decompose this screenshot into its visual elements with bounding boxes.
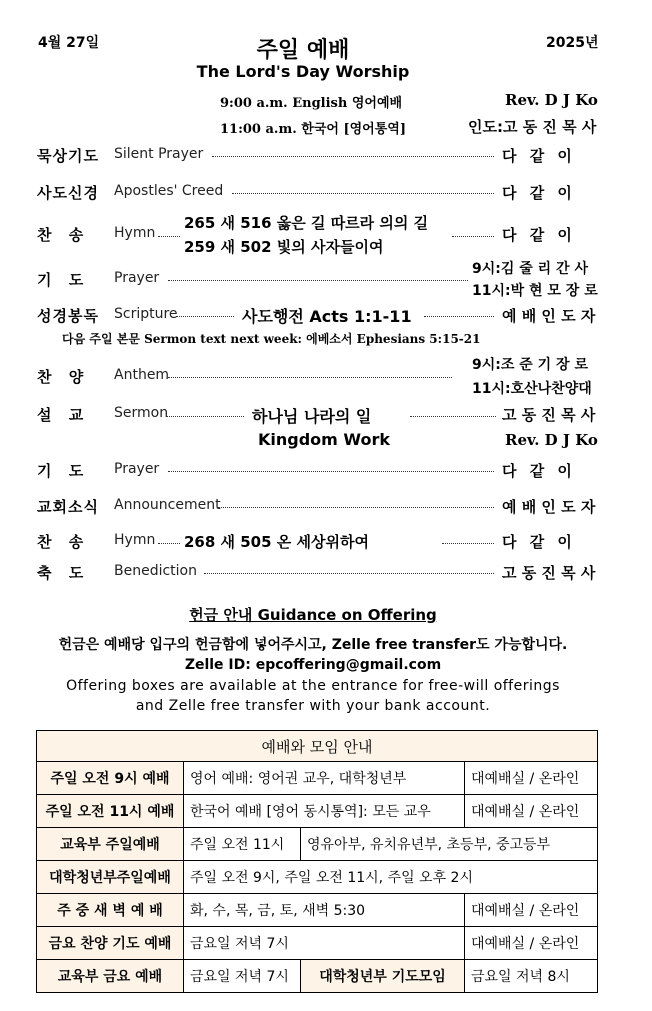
leader-dots <box>166 416 244 417</box>
page-subtitle: The Lord's Day Worship <box>196 62 410 81</box>
service-leader-english: Rev. D J Ko <box>505 91 598 109</box>
order-eng-announce: Announcement <box>114 497 221 513</box>
order-label-scripture: 성경봉독 <box>37 307 99 325</box>
order-eng-anthem: Anthem <box>114 367 170 383</box>
leader-dots <box>232 193 494 194</box>
order-label-silent: 묵상기도 <box>37 147 99 165</box>
schedule-name-2: 대학청년부 기도모임 <box>301 960 465 993</box>
page-title: 주일 예배 <box>256 38 350 63</box>
schedule-mode: 대예배실 / 온라인 <box>465 762 598 795</box>
leader-dots <box>158 543 180 544</box>
offering-line4: and Zelle free transfer with your bank account. <box>135 698 491 714</box>
order-eng-benediction: Benediction <box>114 563 197 579</box>
leader-dots <box>218 507 494 508</box>
leader-dots <box>204 573 494 574</box>
offering-line3: Offering boxes are available at the entrance for free-will offerings <box>66 678 560 694</box>
order-who-prayer1-11am: 11시:박 현 모 장 로 <box>472 283 598 299</box>
schedule-name: 교육부 주일예배 <box>37 828 184 861</box>
hymn1-line1: 265 새 516 옳은 길 따르라 의의 길 <box>184 214 429 232</box>
schedule-groups: 영유아부, 유치유년부, 초등부, 중고등부 <box>301 828 598 861</box>
sermon-title-ko: 하나님 나라의 일 <box>252 407 372 426</box>
order-who-benediction: 고 동 진 목 사 <box>502 564 596 582</box>
order-who-silent: 다 같 이 <box>502 147 576 165</box>
leader-dots <box>168 377 452 378</box>
service-leader-korean: 인도:고 동 진 목 사 <box>468 118 597 136</box>
order-label-anthem: 찬 양 <box>37 368 90 386</box>
schedule-time: 금요일 저녁 7시 <box>184 960 301 993</box>
schedule-mode: 대예배실 / 온라인 <box>465 927 598 960</box>
table-row <box>37 762 598 795</box>
schedule-table <box>36 730 598 993</box>
order-who-anthem-11am: 11시:호산나찬양대 <box>472 381 592 397</box>
order-who-prayer2: 다 같 이 <box>502 462 576 480</box>
order-label-announce: 교회소식 <box>37 498 99 516</box>
leader-dots <box>410 416 496 417</box>
hymn1-line2: 259 새 502 빛의 사자들이여 <box>184 238 384 256</box>
schedule-mode: 대예배실 / 온라인 <box>465 795 598 828</box>
table-row <box>37 927 598 960</box>
schedule-mode: 대예배실 / 온라인 <box>465 894 598 927</box>
schedule-desc: 영어 예배: 영어권 교우, 대학청년부 <box>184 762 465 795</box>
order-who-hymn1: 다 같 이 <box>502 226 576 244</box>
order-label-benediction: 축 도 <box>37 564 90 582</box>
schedule-name: 주 중 새 벽 예 배 <box>37 894 184 927</box>
order-eng-silent: Silent Prayer <box>114 146 204 162</box>
order-eng-scripture: Scripture <box>114 306 178 322</box>
schedule-time: 주일 오전 11시 <box>184 828 301 861</box>
order-eng-hymn2: Hymn <box>114 532 156 548</box>
leader-dots <box>452 236 494 237</box>
service-date: 4월 27일 <box>38 35 100 51</box>
schedule-name: 대학청년부주일예배 <box>37 861 184 894</box>
leader-dots <box>176 316 234 317</box>
order-who-announce: 예 배 인 도 자 <box>502 498 596 516</box>
order-label-prayer2: 기 도 <box>37 462 90 480</box>
schedule-name: 주일 오전 11시 예배 <box>37 795 184 828</box>
order-label-prayer1: 기 도 <box>37 271 90 289</box>
leader-dots <box>158 236 180 237</box>
order-who-scripture: 예 배 인 도 자 <box>502 307 596 325</box>
service-time-english: 9:00 a.m. English 영어예배 <box>220 96 403 111</box>
scripture-text: 사도행전 Acts 1:1-11 <box>242 307 412 326</box>
schedule-name: 교육부 금요 예배 <box>37 960 184 993</box>
service-year: 2025년 <box>546 35 599 51</box>
offering-title: 헌금 안내 Guidance on Offering <box>189 606 437 624</box>
order-who-sermon: 고 동 진 목 사 <box>502 406 596 424</box>
schedule-desc: 화, 수, 목, 금, 토, 새벽 5:30 <box>184 894 465 927</box>
schedule-desc: 한국어 예배 [영어 동시통역]: 모든 교우 <box>184 795 465 828</box>
table-row <box>37 894 598 927</box>
leader-dots <box>168 471 494 472</box>
schedule-desc: 주일 오전 9시, 주일 오전 11시, 주일 오후 2시 <box>184 861 598 894</box>
hymn2-text: 268 새 505 온 세상위하여 <box>184 533 369 551</box>
table-row <box>37 960 598 993</box>
table-row <box>37 861 598 894</box>
order-eng-sermon: Sermon <box>114 405 169 421</box>
order-label-creed: 사도신경 <box>37 184 99 202</box>
schedule-time-2: 금요일 저녁 8시 <box>465 960 598 993</box>
order-eng-prayer2: Prayer <box>114 461 160 477</box>
next-week-text: 다음 주일 본문 Sermon text next week: 에베소서 Ephesians 5:15-21 <box>62 332 481 346</box>
schedule-title: 예배와 모임 안내 <box>37 731 598 762</box>
schedule-name: 주일 오전 9시 예배 <box>37 762 184 795</box>
order-eng-prayer1: Prayer <box>114 270 160 286</box>
order-eng-hymn1: Hymn <box>114 225 156 241</box>
table-row <box>37 828 598 861</box>
order-label-sermon: 설 교 <box>37 406 90 424</box>
leader-dots <box>424 316 494 317</box>
order-who-creed: 다 같 이 <box>502 184 576 202</box>
order-who-anthem-9am: 9시:조 준 기 장 로 <box>472 357 588 373</box>
offering-zelle-id: Zelle ID: epcoffering@gmail.com <box>184 657 442 673</box>
order-eng-creed: Apostles' Creed <box>114 183 224 199</box>
leader-dots <box>212 156 494 157</box>
leader-dots <box>442 543 494 544</box>
order-who-hymn2: 다 같 이 <box>502 533 576 551</box>
order-who-prayer1-9am: 9시:김 줄 리 간 사 <box>472 261 588 277</box>
order-label-hymn1: 찬 송 <box>37 226 90 244</box>
schedule-name: 금요 찬양 기도 예배 <box>37 927 184 960</box>
sermon-title-en: Kingdom Work <box>258 430 391 449</box>
schedule-desc: 금요일 저녁 7시 <box>184 927 465 960</box>
leader-dots <box>168 280 468 281</box>
order-who-sermon-en: Rev. D J Ko <box>505 431 598 449</box>
service-time-korean: 11:00 a.m. 한국어 [영어통역] <box>220 122 406 137</box>
table-row <box>37 795 598 828</box>
order-label-hymn2: 찬 송 <box>37 533 90 551</box>
offering-line1: 헌금은 예배당 입구의 헌금함에 넣어주시고, Zelle free transfer도 가능합니다. <box>58 637 568 653</box>
